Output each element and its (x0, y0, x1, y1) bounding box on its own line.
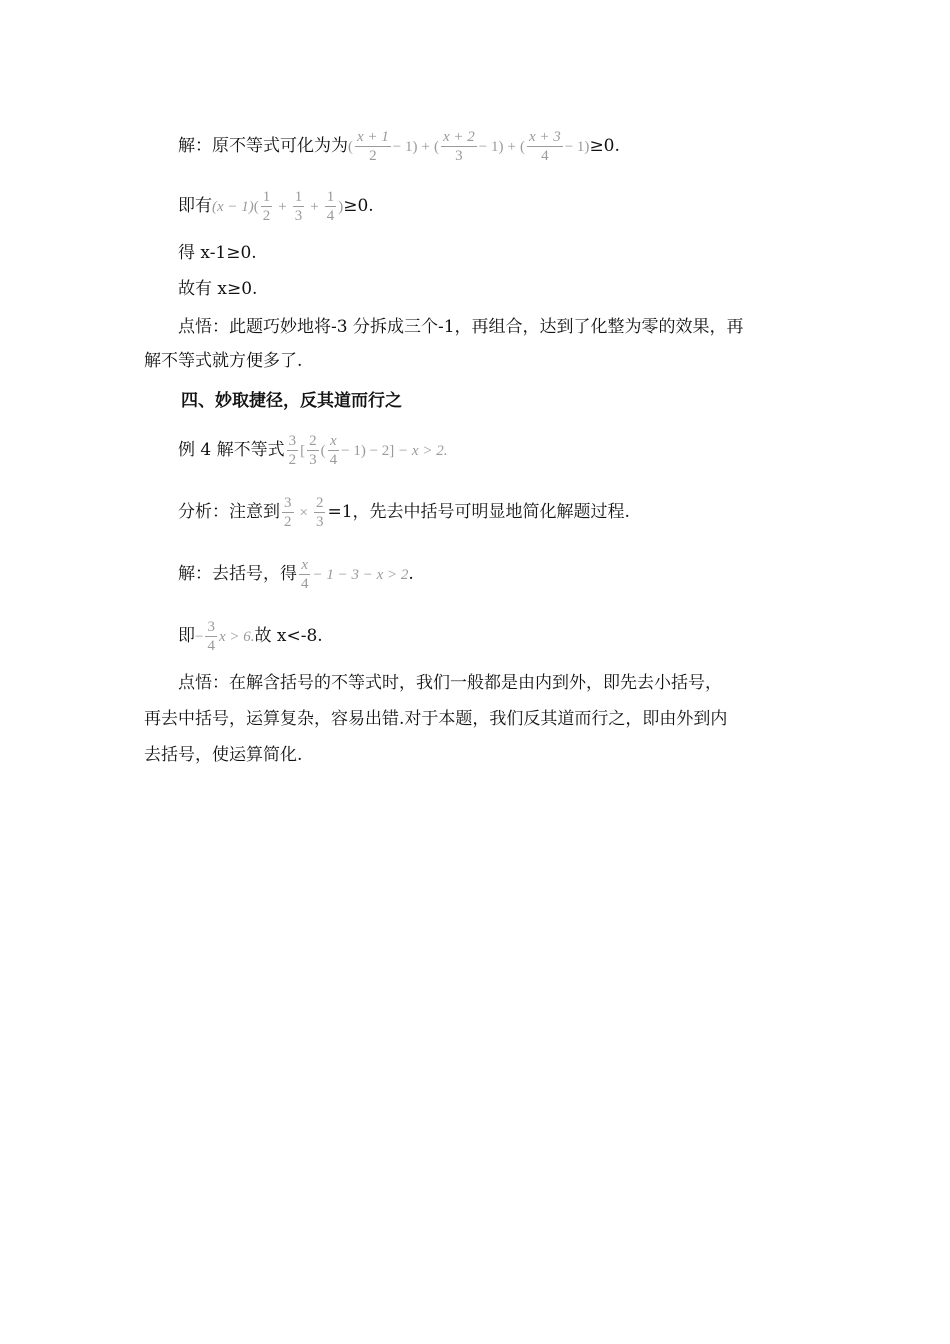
expression-example-4: $\frac{3}{2}$ [ $\frac{2}{3}$ ( $\frac{x}{4}$ − 1) − 2] − x > 2. (288, 433, 448, 468)
analysis-line: 分析：注意到 $\frac{3}{2}$ × $\frac{2}{3}$ =1，先去中括号可明显地简化解题过程. (178, 495, 630, 530)
solution-line-3: 得 x-1≥0. (178, 243, 257, 263)
tip-1-line-b: 解不等式就方便多了. (144, 351, 303, 371)
solution-line-1: 解：原不等式可化为为 ( $\frac{x + 1}{2}$ − 1) + ( $\frac{x + 2}{3}$ − 1) + ( $\frac{x + 3}{4}$ − 1) ≥0. (178, 129, 620, 164)
tip-2-line-b: 再去中括号，运算复杂，容易出错.对于本题，我们反其道而行之，即由外到内 (144, 709, 728, 729)
solution-line-2: 即有 (x − 1) ( $\frac{1}{2}$ + $\frac{1}{3}$ + $\frac{1}{4}$ ) ≥0. (178, 189, 374, 224)
expression-expanded: $\frac{x}{4}$ − 1 − 3 − x > 2 (301, 557, 409, 592)
solution-line-4: 故有 x≥0. (178, 279, 258, 299)
section-heading-4: 四、妙取捷径，反其道而行之 (181, 391, 402, 411)
solution-line-5: 解：去括号，得 $\frac{x}{4}$ − 1 − 3 − x > 2 . (178, 557, 414, 592)
expression-simplified: − $\frac{3}{4}$ x > 6. (195, 619, 255, 654)
example-4-line: 例 4 解不等式 $\frac{3}{2}$ [ $\frac{2}{3}$ ( $\frac{x}{4}$ − 1) − 2] − x > 2. (178, 433, 448, 468)
expression-sum-of-fractions: ( $\frac{x + 1}{2}$ − 1) + ( $\frac{x + 2}{3}$ − 1) + ( $\frac{x + 3}{4}$ − 1) (348, 129, 590, 164)
expression-product: $\frac{3}{2}$ × $\frac{2}{3}$ (284, 495, 324, 530)
solution-line-6: 即 − $\frac{3}{4}$ x > 6. 故 x<-8. (178, 619, 323, 654)
tip-2-line-a: 点悟：在解含括号的不等式时，我们一般都是由内到外，即先去小括号， (178, 673, 722, 693)
expression-factored: (x − 1) ( $\frac{1}{2}$ + $\frac{1}{3}$ + $\frac{1}{4}$ ) (212, 189, 344, 224)
tip-1-line-a: 点悟：此题巧妙地将-3 分拆成三个-1，再组合，达到了化整为零的效果，再 (178, 317, 744, 337)
tip-2-line-c: 去括号，使运算简化. (144, 745, 303, 765)
